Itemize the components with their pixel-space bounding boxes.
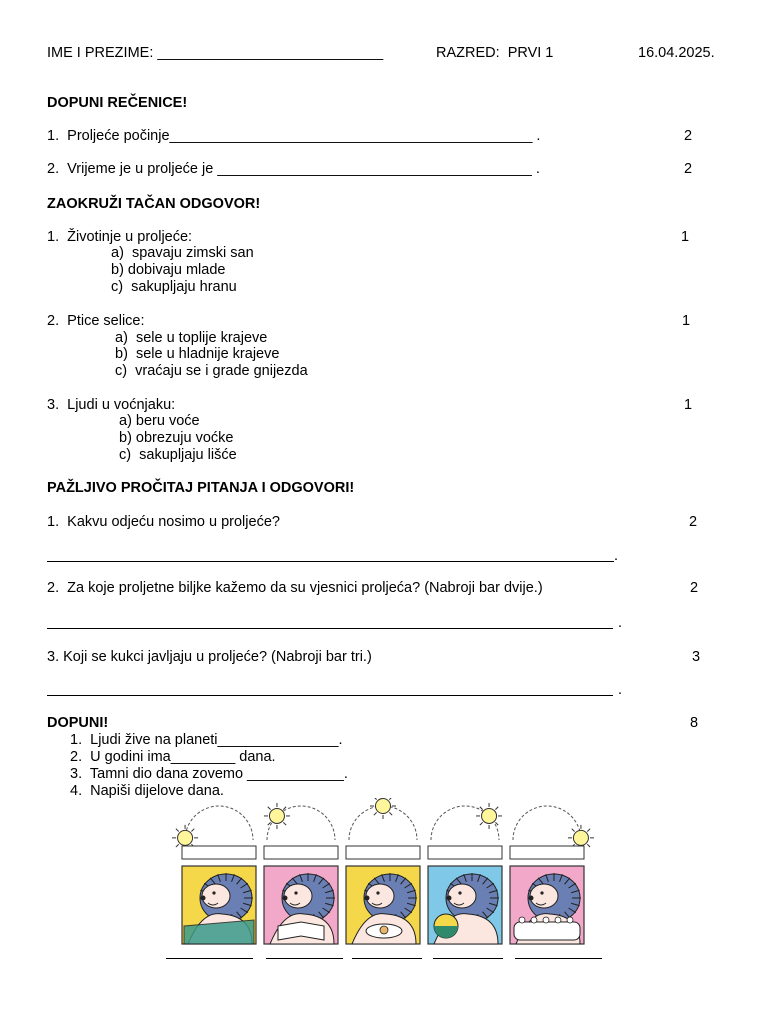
s3-answer-1-end: . xyxy=(614,548,619,564)
day-part-answer-2[interactable] xyxy=(266,958,343,959)
s4-item-3: 3. Tamni dio dana zovemo ____________. xyxy=(70,766,348,782)
s1-item-1: 1. Proljeće počinje_____________________________________________ . xyxy=(47,128,541,144)
day-part-answer-4[interactable] xyxy=(433,958,503,959)
date-label: 16.04.2025. xyxy=(638,45,715,61)
day-panel-3 xyxy=(346,798,420,944)
day-label-box[interactable] xyxy=(264,846,338,859)
section4-points: 8 xyxy=(690,715,699,731)
s3-answer-3-end: . xyxy=(618,682,623,698)
s2-q2-option-b[interactable]: b) sele u hladnije krajeve xyxy=(115,346,280,362)
sun-icon xyxy=(264,803,290,829)
s1-item-2-points: 2 xyxy=(684,161,693,177)
s3-question-1: 1. Kakvu odjeću nosimo u proljeće? xyxy=(47,514,280,530)
day-part-answer-5[interactable] xyxy=(515,958,602,959)
s2-q3-option-b[interactable]: b) obrezuju voćke xyxy=(119,430,234,446)
s4-item-1: 1. Ljudi žive na planeti_______________. xyxy=(70,732,343,748)
s3-question-1-points: 2 xyxy=(689,514,698,530)
sun-icon xyxy=(370,798,396,819)
s2-q2-option-c[interactable]: c) vraćaju se i grade gnijezda xyxy=(115,363,308,379)
section3-title: PAŽLJIVO PROČITAJ PITANJA I ODGOVORI! xyxy=(47,480,355,496)
parts-of-day-illustration xyxy=(168,798,608,950)
s3-question-3: 3. Koji se kukci javljaju u proljeće? (Nabroji bar tri.) xyxy=(47,649,372,665)
s2-q1-option-b[interactable]: b) dobivaju mlade xyxy=(111,262,226,278)
s2-question-3: 3. Ljudi u voćnjaku: xyxy=(47,397,176,413)
s2-q1-option-a[interactable]: a) spavaju zimski san xyxy=(111,245,254,261)
s2-question-1-points: 1 xyxy=(681,229,690,245)
s2-q1-option-c[interactable]: c) sakupljaju hranu xyxy=(111,279,237,295)
sun-icon xyxy=(476,803,502,829)
s3-question-3-points: 3 xyxy=(692,649,701,665)
s4-item-2: 2. U godini ima________ dana. xyxy=(70,749,276,765)
day-panel-5 xyxy=(510,806,594,944)
s4-item-4: 4. Napiši dijelove dana. xyxy=(70,783,224,799)
name-label: IME I PREZIME: ____________________________ xyxy=(47,45,384,61)
day-label-box[interactable] xyxy=(346,846,420,859)
s3-question-2: 2. Za koje proljetne biljke kažemo da su vjesnici proljeća? (Nabroji bar dvije.) xyxy=(47,580,543,596)
day-panel-2 xyxy=(264,803,338,944)
day-label-box[interactable] xyxy=(510,846,584,859)
day-part-answer-1[interactable] xyxy=(166,958,253,959)
day-panel-1 xyxy=(172,806,256,944)
s2-question-3-points: 1 xyxy=(684,397,693,413)
s2-q2-option-a[interactable]: a) sele u toplije krajeve xyxy=(115,330,268,346)
section1-title: DOPUNI REČENICE! xyxy=(47,95,188,111)
s3-answer-line-3[interactable] xyxy=(47,695,613,696)
day-panel-4 xyxy=(428,803,502,944)
day-label-box[interactable] xyxy=(182,846,256,859)
s2-q3-option-a[interactable]: a) beru voće xyxy=(119,413,200,429)
s2-question-1: 1. Životinje u proljeće: xyxy=(47,229,193,245)
s3-answer-2-end: . xyxy=(618,615,623,631)
section4-title: DOPUNI! xyxy=(47,715,109,731)
day-label-box[interactable] xyxy=(428,846,502,859)
s3-question-2-points: 2 xyxy=(690,580,699,596)
grade-label: RAZRED: PRVI 1 xyxy=(436,45,554,61)
s3-answer-line-2[interactable] xyxy=(47,628,613,629)
section2-title: ZAOKRUŽI TAČAN ODGOVOR! xyxy=(47,196,261,212)
s2-question-2: 2. Ptice selice: xyxy=(47,313,145,329)
s3-answer-line-1[interactable] xyxy=(47,561,614,562)
s2-q3-option-c[interactable]: c) sakupljaju lišće xyxy=(119,447,237,463)
s1-item-1-points: 2 xyxy=(684,128,693,144)
s2-question-2-points: 1 xyxy=(682,313,691,329)
day-part-answer-3[interactable] xyxy=(352,958,422,959)
s1-item-2: 2. Vrijeme je u proljeće je _______________________________________ . xyxy=(47,161,540,177)
